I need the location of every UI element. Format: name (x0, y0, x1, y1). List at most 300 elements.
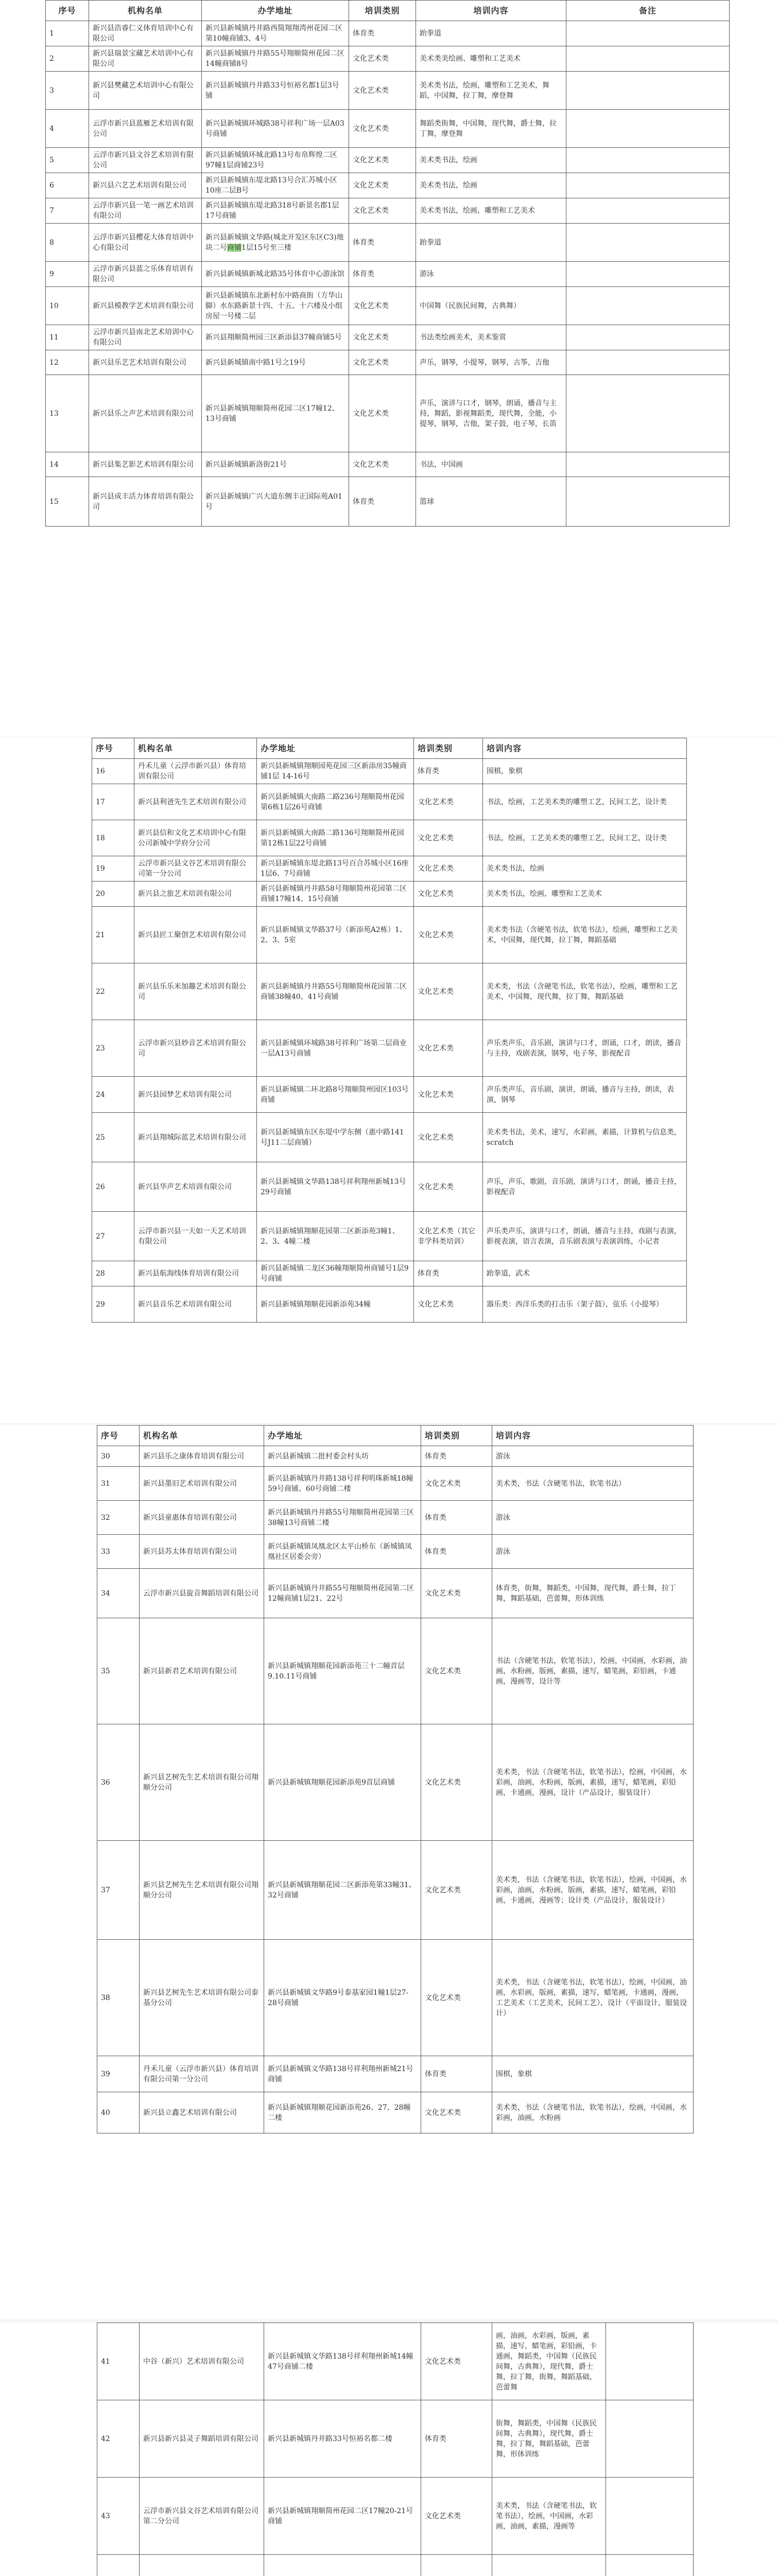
row-content: 美术类书法，绘画 (416, 148, 566, 173)
table-sheet-1 (0, 0, 778, 737)
row-seq: 29 (92, 1286, 134, 1323)
table-row (97, 1618, 694, 1724)
table-row (46, 262, 730, 287)
header-address: 办学地址 (257, 738, 414, 759)
row-content: 游泳 (416, 262, 566, 287)
table-row (97, 1841, 694, 1940)
table-row (46, 72, 730, 110)
header-seq: 序号 (92, 738, 134, 759)
row-seq: 24 (92, 1077, 134, 1113)
row-address-text: 新兴县新城镇文华路(城北开发区东区C3)地块二号 (205, 233, 344, 252)
row-address-text: 新兴县新城镇东北新村东中路商街（方华山脚）水东路新景十四、十五、十六楼及小组房屋一号楼二层 (205, 291, 342, 320)
table-row (92, 963, 687, 1020)
row-seq: 11 (46, 325, 89, 350)
row-seq: 39 (97, 2056, 140, 2092)
header-address: 办学地址 (264, 1426, 421, 1446)
header-note: 备注 (566, 1, 730, 21)
institution-table-part-2 (92, 738, 687, 1323)
table-row (92, 1020, 687, 1077)
row-address: 新兴县新城镇文华路138号祥利翔州新城13号29号商铺 (257, 1162, 414, 1212)
row-seq: 22 (92, 963, 134, 1020)
row-address (264, 2555, 421, 2576)
table-row (46, 110, 730, 148)
header-name: 机构名单 (89, 1, 202, 21)
row-address (202, 452, 349, 477)
row-content: 画，油画，水彩画，版画，素描，速写，蜡笔画，彩铅画，卡通画，舞蹈类，中国舞（民族民间舞，古典舞），现代舞，爵士舞，拉丁舞，街舞，舞蹈基础，芭蕾舞 (492, 2323, 606, 2400)
row-address: 新兴县新城镇翔顺花园新添苑34幢 (257, 1286, 414, 1323)
table-row (92, 759, 687, 784)
row-content: 游泳 (492, 1446, 694, 1467)
row-address: 新兴县新城镇丹井路58号翔顺简州花园第二区商铺17幢14、15号商铺 (257, 882, 414, 907)
table-row (46, 148, 730, 173)
row-institution-name: 云浮市新兴县一天如一天艺术培训有限公司 (134, 1212, 257, 1261)
row-note (566, 72, 730, 110)
row-content: 街舞，舞蹈类，中国舞（民族民间舞，古典舞），现代舞，爵士舞，拉丁舞，舞蹈基础，芭蕾舞，形体训练 (492, 2400, 606, 2478)
row-address (202, 350, 349, 375)
row-address-text: 新兴县新城镇新城北路35号体育中心游泳馆 (205, 270, 344, 278)
row-institution-name: 新兴县信和文化艺术培训中心有限公司新城中学府分公司 (134, 820, 257, 856)
table-row (46, 287, 730, 325)
row-seq: 12 (46, 350, 89, 375)
row-content: 美术类书法，美术，速写，水彩画，素描，计算机与信息类，scratch (483, 1113, 687, 1162)
row-note (606, 2555, 694, 2576)
row-note (566, 224, 730, 262)
row-address (202, 262, 349, 287)
row-note (566, 46, 730, 72)
table-row (92, 1261, 687, 1286)
row-seq: 9 (46, 262, 89, 287)
row-institution-name: 云浮市新兴县文谷艺术培训有限公司第一分公司 (134, 856, 257, 882)
row-category: 文化艺术类 (414, 1162, 483, 1212)
row-address (202, 110, 349, 148)
row-note (566, 350, 730, 375)
row-institution-name: 云浮市新兴县文谷艺术培训有限公司第二分公司 (140, 2478, 264, 2555)
row-category: 文化艺术类 (421, 1569, 492, 1618)
row-address: 新兴县新城镇翔顺园苑花园三区新添房35幢商铺1层 14-16号 (257, 759, 414, 784)
row-content: 声乐，钢琴，小提琴，钢琴，古筝，吉他 (416, 350, 566, 375)
header-category: 培训类别 (349, 1, 416, 21)
row-category: 体育类 (421, 1501, 492, 1535)
row-content: 游泳 (492, 1501, 694, 1535)
header-seq: 序号 (46, 1, 89, 21)
row-address-text: 新兴县新城镇东堤北路13号合汇苏城小区10座二层B号 (205, 176, 337, 195)
table-row (46, 224, 730, 262)
row-content: 书法，绘画，工艺美术类的雕塑工艺，民间工艺，设计类 (483, 784, 687, 820)
row-seq: 35 (97, 1618, 140, 1724)
row-category: 文化艺术类 (421, 2478, 492, 2555)
row-category: 文化艺术类 (349, 350, 416, 375)
row-address: 新兴县新城镇凤凰北区太平山桥东（新城镇凤凰社区居委会旁） (264, 1535, 421, 1569)
table-sheet-3 (0, 1425, 778, 2319)
row-category: 文化艺术类 (421, 1618, 492, 1724)
row-seq: 13 (46, 375, 89, 452)
row-institution-name: 新兴县航海线体育培训有限公司 (134, 1261, 257, 1286)
row-note (566, 148, 730, 173)
row-note (566, 21, 730, 46)
row-address: 新兴县新城镇文华路138号祥利翔州新城14幢47号商铺二楼 (264, 2323, 421, 2400)
row-address-text: 新兴县新城镇翔顺简州花园二区17幢12、13号商铺 (205, 404, 339, 423)
row-institution-name: 云浮市新兴县蓝之乐体育培训有限公司 (89, 262, 202, 287)
row-content: 声乐，声乐，歌剧，音乐剧，演讲与口才，朗诵，播音主持，影视配音 (483, 1162, 687, 1212)
row-address-text: 新兴县新城镇环城路38号祥利广场一层A03号商铺 (205, 119, 344, 138)
row-category: 体育类 (421, 1535, 492, 1569)
table-row (97, 2555, 694, 2576)
table-header-row (97, 1426, 694, 1446)
header-content: 培训内容 (416, 1, 566, 21)
row-seq: 3 (46, 72, 89, 110)
row-note (566, 110, 730, 148)
row-address (202, 375, 349, 452)
row-content: 美术类，书法（含硬笔书法，软笔书法），绘画，中国画，水彩画，油画，水粉画 (492, 2092, 694, 2133)
row-institution-name: 中谷（新兴）艺术培训有限公司 (140, 2323, 264, 2400)
table-row (92, 1113, 687, 1162)
row-address (202, 46, 349, 72)
row-category: 文化艺术类 (414, 1286, 483, 1323)
row-note (566, 262, 730, 287)
row-seq: 8 (46, 224, 89, 262)
row-address: 新兴县新城镇丹井路55号翔顺简州花园第二区12幢商铺1层21、22号 (264, 1569, 421, 1618)
row-seq: 31 (97, 1467, 140, 1501)
row-seq: 36 (97, 1724, 140, 1841)
row-content: 中国舞（民族民间舞，古典舞） (416, 287, 566, 325)
header-category: 培训类别 (414, 738, 483, 759)
table-row (97, 1569, 694, 1618)
row-category: 体育类 (349, 21, 416, 46)
row-institution-name: 新兴县匠工聚创艺术培训有限公司 (134, 907, 257, 963)
row-content: 游泳 (492, 1535, 694, 1569)
row-address (202, 477, 349, 527)
row-address (202, 198, 349, 224)
row-seq: 5 (46, 148, 89, 173)
row-institution-name: 新兴县樊藏艺术培训中心有限公司 (89, 72, 202, 110)
row-category: 文化艺术类 (349, 375, 416, 452)
row-seq: 18 (92, 820, 134, 856)
institution-table-part-3 (97, 1425, 694, 2133)
row-institution-name: 新兴县新兴县灵子舞蹈培训有限公司 (140, 2400, 264, 2478)
row-category: 文化艺术类 (414, 1077, 483, 1113)
table-row (97, 1535, 694, 1569)
row-seq: 37 (97, 1841, 140, 1940)
row-category: 体育类 (414, 1261, 483, 1286)
row-institution-name: 云浮市新兴县樱花大体育培训中心有限公司 (89, 224, 202, 262)
row-content: 美术类，书法（含硬笔书法，软笔书法），绘画，中国画，水彩画，油画，水粉画，版画，素描，速写，蜡笔画，彩铅画，卡通画，漫画等；设计类（产品设计，服装设计） (492, 1841, 694, 1940)
row-category: 体育类 (421, 2400, 492, 2478)
row-seq: 41 (97, 2323, 140, 2400)
row-seq: 25 (92, 1113, 134, 1162)
row-address (202, 287, 349, 325)
row-content: 美术类，书法（含硬笔书法，软笔书法），绘画，雕塑和工艺美术，中国舞，现代舞，拉丁舞，舞蹈基础 (483, 963, 687, 1020)
row-institution-name: 云浮市新兴县南北艺术培训中心有限公司 (89, 325, 202, 350)
table-row (46, 350, 730, 375)
row-category: 文化艺术类 (349, 173, 416, 198)
row-institution-name: 云浮市新兴县蓝雁艺术培训有限公司 (89, 110, 202, 148)
row-address: 新兴县新城镇翔顺花园第二区新添苑3幢1、2、3、4幢二楼 (257, 1212, 414, 1261)
row-seq: 26 (92, 1162, 134, 1212)
row-seq: 30 (97, 1446, 140, 1467)
row-institution-name: 新兴县集艺影艺术培训有限公司 (89, 452, 202, 477)
row-address-text: 新兴县翔顺简州园三区新添县37幢商铺5号 (205, 333, 342, 342)
row-content: 跆拳道 (416, 224, 566, 262)
row-institution-name: 新兴县乐之康体育培训有限公司 (140, 1446, 264, 1467)
row-address: 新兴县新城镇丹井路55号翔顺简州花园第二区商铺38幢40、41号商铺 (257, 963, 414, 1020)
row-address: 新兴县新城镇环城路38号祥利广场第二层商业一层A13号商铺 (257, 1020, 414, 1077)
table-row (92, 1162, 687, 1212)
row-address: 新兴县新城镇翔顺花园新添苑三十二幢首层9.10.11号商铺 (264, 1618, 421, 1724)
table-row (46, 452, 730, 477)
table-row (97, 2400, 694, 2478)
row-address (202, 148, 349, 173)
institution-table-part-4 (97, 2323, 694, 2576)
row-institution-name: 新兴县音乐艺术培训有限公司 (134, 1286, 257, 1323)
row-category: 体育类 (349, 224, 416, 262)
row-institution-name: 新兴县华声艺术培训有限公司 (134, 1162, 257, 1212)
row-institution-name: 新兴县墨旧艺术培训有限公司 (140, 1467, 264, 1501)
header-category: 培训类别 (421, 1426, 492, 1446)
row-address (202, 224, 349, 262)
row-content: 美术类书法（含硬笔书法，软笔书法），绘画，雕塑和工艺美术，中国舞，现代舞，拉丁舞，舞蹈基础 (483, 907, 687, 963)
table-row (92, 784, 687, 820)
table-row (92, 1077, 687, 1113)
row-institution-name: 新兴县浩睿仁义体育培训中心有限公司 (89, 21, 202, 46)
row-address: 新兴县新城镇大南路二路136号翔顺简州花园第12栋1层22号商铺 (257, 820, 414, 856)
row-seq: 15 (46, 477, 89, 527)
row-content: 舞蹈类街舞，中国舞，现代舞，爵士舞，拉丁舞，摩登舞 (416, 110, 566, 148)
table-sheet-2 (0, 738, 778, 1423)
row-content (492, 2555, 606, 2576)
row-note (566, 198, 730, 224)
row-seq: 33 (97, 1535, 140, 1569)
row-content: 跆拳道，武术 (483, 1261, 687, 1286)
row-institution-name (140, 2555, 264, 2576)
table-row (92, 882, 687, 907)
row-category: 体育类 (421, 1446, 492, 1467)
row-category: 文化艺术类 (414, 1113, 483, 1162)
row-note (566, 477, 730, 527)
header-name: 机构名单 (140, 1426, 264, 1446)
row-content: 书法，绘画，工艺美术类的雕塑工艺，民间工艺，设计类 (483, 820, 687, 856)
row-content: 跆拳道 (416, 21, 566, 46)
row-category: 文化艺术类 (414, 784, 483, 820)
row-address: 新兴县新城镇大南路二路236号翔顺简州花园第6栋1层26号商铺 (257, 784, 414, 820)
row-note (566, 287, 730, 325)
row-institution-name: 云浮市新兴县旋音舞蹈培训有限公司 (140, 1569, 264, 1618)
row-institution-name: 丹禾儿童（云浮市新兴县）体育培训有限公司第一分公司 (140, 2056, 264, 2092)
row-category: 文化艺术类 (349, 198, 416, 224)
row-seq: 6 (46, 173, 89, 198)
row-address (202, 72, 349, 110)
row-address-text: 新兴县新城镇南中路1号之19号 (205, 358, 306, 367)
row-institution-name: 新兴县艺树先生艺术培训有限公司翔顺分公司 (140, 1724, 264, 1841)
page-gap (0, 1423, 778, 1425)
row-content: 围棋，象棋 (483, 759, 687, 784)
row-seq: 7 (46, 198, 89, 224)
row-institution-name: 新兴县利爸先生艺术培训有限公司 (134, 784, 257, 820)
row-seq: 21 (92, 907, 134, 963)
table-row (92, 907, 687, 963)
row-content: 美术类书法，绘画，雕塑和工艺美术，舞蹈，中国舞，拉丁舞，摩登舞 (416, 72, 566, 110)
row-institution-name: 新兴县之旅艺术培训有限公司 (134, 882, 257, 907)
row-institution-name: 新兴县艺树先生艺术培训有限公司翔顺分公司 (140, 1841, 264, 1940)
table-row (97, 2323, 694, 2400)
row-category: 文化艺术类 (349, 46, 416, 72)
row-content: 声乐类声乐，演讲与口才，朗诵，播音与主持，戏剧与表演，影视表演，语言表演，音乐剧表演与表演训练，小记者 (483, 1212, 687, 1261)
row-address: 新兴县新城镇文华路9号泰基家园1幢1层27-28号商铺 (264, 1940, 421, 2056)
row-category: 文化艺术类 (421, 1841, 492, 1940)
row-category: 文化艺术类 (414, 820, 483, 856)
row-category: 文化艺术类 (414, 856, 483, 882)
row-content: 书法，中国画 (416, 452, 566, 477)
row-category: 文化艺术类 (349, 72, 416, 110)
row-note (606, 2400, 694, 2478)
row-address: 新兴县新城镇翔顺花园新添苑26、27、28幢二楼 (264, 2092, 421, 2133)
row-content: 体育类，街舞，舞蹈类，中国舞，现代舞，爵士舞，拉丁舞，舞蹈基础，芭蕾舞，形体训练 (492, 1569, 694, 1618)
row-category: 文化艺术类 (349, 452, 416, 477)
row-address-text: 新兴县新城镇丹井路西简翔翔湾州花园二区第10幢商铺3、4号 (205, 24, 342, 43)
table-row (92, 856, 687, 882)
row-seq: 4 (46, 110, 89, 148)
row-address (202, 21, 349, 46)
table-header-row (46, 1, 730, 21)
row-address-text: 新兴县新城镇新洛街21号 (205, 460, 287, 469)
row-category: 文化艺术类 (349, 325, 416, 350)
row-category: 文化艺术类 (414, 963, 483, 1020)
table-row (92, 820, 687, 856)
row-content: 书法类绘画美术，美术鉴赏 (416, 325, 566, 350)
row-content: 器乐类：西洋乐类的打击乐（架子鼓），弦乐（小提琴） (483, 1286, 687, 1323)
row-seq: 17 (92, 784, 134, 820)
row-category: 体育类 (349, 262, 416, 287)
row-category: 文化艺术类 (421, 1940, 492, 2056)
row-institution-name: 新兴县乐艺艺术培训有限公司 (89, 350, 202, 375)
row-category (421, 2555, 492, 2576)
row-category: 文化艺术类 (414, 1020, 483, 1077)
row-institution-name: 新兴县艺树先生艺术培训有限公司泰基分公司 (140, 1940, 264, 2056)
row-seq: 10 (46, 287, 89, 325)
row-address-text: 新兴县新城镇东堤北路318号新景名郡1层17号商铺 (205, 201, 339, 220)
row-category: 文化艺术类 (349, 110, 416, 148)
row-seq: 43 (97, 2478, 140, 2555)
row-content: 美术类书法，绘画 (483, 856, 687, 882)
row-seq: 2 (46, 46, 89, 72)
row-address-text: 新兴县新城镇广兴大道东侧丰正国际苑A01号 (205, 492, 342, 511)
row-address (202, 325, 349, 350)
row-note (606, 2478, 694, 2555)
row-category: 体育类 (421, 2056, 492, 2092)
row-address-text: 新兴县新城镇丹井路55号翔顺简州花园二区14幢商铺8号 (205, 49, 344, 68)
row-institution-name: 新兴县新君艺术培训有限公司 (140, 1618, 264, 1724)
row-address (202, 173, 349, 198)
header-content: 培训内容 (492, 1426, 694, 1446)
row-seq: 28 (92, 1261, 134, 1286)
row-address: 新兴县新城镇东区东堤中学东侧（惠中路141号J11二层商铺） (257, 1113, 414, 1162)
row-address-text: 新兴县新城镇环城北路13号布帛辉煌二区97幢1层商铺23号 (205, 151, 337, 170)
row-seq: 14 (46, 452, 89, 477)
table-row (97, 1467, 694, 1501)
table-row (97, 1724, 694, 1841)
row-category: 文化艺术类 (414, 907, 483, 963)
row-institution-name: 新兴县乐之声艺术培训有限公司 (89, 375, 202, 452)
row-category: 文化艺术类 (421, 2092, 492, 2133)
row-content: 美术类书法，绘画，雕塑和工艺美术 (483, 882, 687, 907)
table-row (97, 1446, 694, 1467)
row-content: 声乐类声乐，音乐剧，演讲与口才，朗诵，口才，朗读，播音与主持，戏剧表演，钢琴，电子琴，影视配音 (483, 1020, 687, 1077)
row-seq: 1 (46, 21, 89, 46)
row-seq: 32 (97, 1501, 140, 1535)
table-row (97, 2056, 694, 2092)
row-institution-name: 新兴县翔城际蓝艺术培训有限公司 (134, 1113, 257, 1162)
table-header-row (92, 738, 687, 759)
row-content: 声乐，演讲与口才，钢琴，朗诵，播音与主持，舞蹈，影视舞蹈类，现代舞，全能，小提琴，钢琴，吉他，架子鼓，电子琴，长笛 (416, 375, 566, 452)
row-institution-name: 新兴县乐乐米加趣艺术培训有限公司 (134, 963, 257, 1020)
table-row (97, 2092, 694, 2133)
row-category: 文化艺术类（其它非学科类培训） (414, 1212, 483, 1261)
institution-table-part-1 (45, 0, 730, 527)
row-address: 新兴县新城镇翔顺花园新添苑9首层商铺 (264, 1724, 421, 1841)
table-row (46, 325, 730, 350)
row-seq: 16 (92, 759, 134, 784)
row-seq: 42 (97, 2400, 140, 2478)
row-address: 新兴县新城镇丹井路138号祥利明珠新城18幢59号商铺、60号商铺二楼 (264, 1467, 421, 1501)
header-content: 培训内容 (483, 738, 687, 759)
table-row (46, 477, 730, 527)
row-note (606, 2323, 694, 2400)
row-institution-name: 丹禾儿童（云浮市新兴县）体育培训有限公司 (134, 759, 257, 784)
row-content: 美术类，书法（含硬笔书法，软笔书法），绘画，中国画，水彩画，油画，素描，漫画等 (492, 2478, 606, 2555)
table-row (97, 2478, 694, 2555)
row-category: 体育类 (414, 759, 483, 784)
row-note (566, 375, 730, 452)
table-row (97, 1501, 694, 1535)
row-seq: 27 (92, 1212, 134, 1261)
row-content: 美术类，书法（含硬笔书法，软笔书法） (492, 1467, 694, 1501)
row-institution-name: 新兴县园梦艺术培训有限公司 (134, 1077, 257, 1113)
row-address: 新兴县新城镇文华路138号祥利翔州新城21号商铺 (264, 2056, 421, 2092)
row-content: 美术类书法，绘画 (416, 173, 566, 198)
row-category: 文化艺术类 (421, 1467, 492, 1501)
row-seq: 40 (97, 2092, 140, 2133)
row-content: 美术类美绘画、雕塑和工艺美术 (416, 46, 566, 72)
table-sheet-4 (0, 2323, 778, 2576)
row-address: 新兴县新城镇丹井路55号翔顺简州花园第三区38幢13号商铺二楼 (264, 1501, 421, 1535)
row-content: 声乐类声乐，音乐剧，演讲，朗诵，播音与主持，朗读，表演，钢琴 (483, 1077, 687, 1113)
header-name: 机构名单 (134, 738, 257, 759)
row-seq: 38 (97, 1940, 140, 2056)
row-address: 新兴县新城镇文华路37号（新添苑A2栋）1、2、3、5室 (257, 907, 414, 963)
row-note (566, 325, 730, 350)
row-address-text: 新兴县新城镇丹井路33号恒裕名都1层3号铺 (205, 81, 339, 100)
row-category: 文化艺术类 (421, 2323, 492, 2400)
header-seq: 序号 (97, 1426, 140, 1446)
row-content: 围棋，象棋 (492, 2056, 694, 2092)
row-address-highlight: 商铺 (227, 243, 241, 252)
row-seq: 23 (92, 1020, 134, 1077)
row-category: 文化艺术类 (414, 882, 483, 907)
row-category: 文化艺术类 (421, 1724, 492, 1841)
row-institution-name: 新兴县立鑫艺术培训有限公司 (140, 2092, 264, 2133)
row-content: 篮球 (416, 477, 566, 527)
table-row (92, 1286, 687, 1323)
row-seq (97, 2555, 140, 2576)
table-row (46, 375, 730, 452)
row-institution-name: 新兴县六艺艺术培训有限公司 (89, 173, 202, 198)
row-address: 新兴县新城镇二批村委会村头坊 (264, 1446, 421, 1467)
table-row (46, 198, 730, 224)
row-address: 新兴县新城镇丹井路33号恒裕名都二楼 (264, 2400, 421, 2478)
row-institution-name: 新兴县瑞景宝藏艺术培训中心有限公司 (89, 46, 202, 72)
row-institution-name: 云浮市新兴县一笔一画艺术培训有限公司 (89, 198, 202, 224)
row-content: 美术类书法，绘画，雕塑和工艺美术 (416, 198, 566, 224)
row-category: 文化艺术类 (349, 148, 416, 173)
